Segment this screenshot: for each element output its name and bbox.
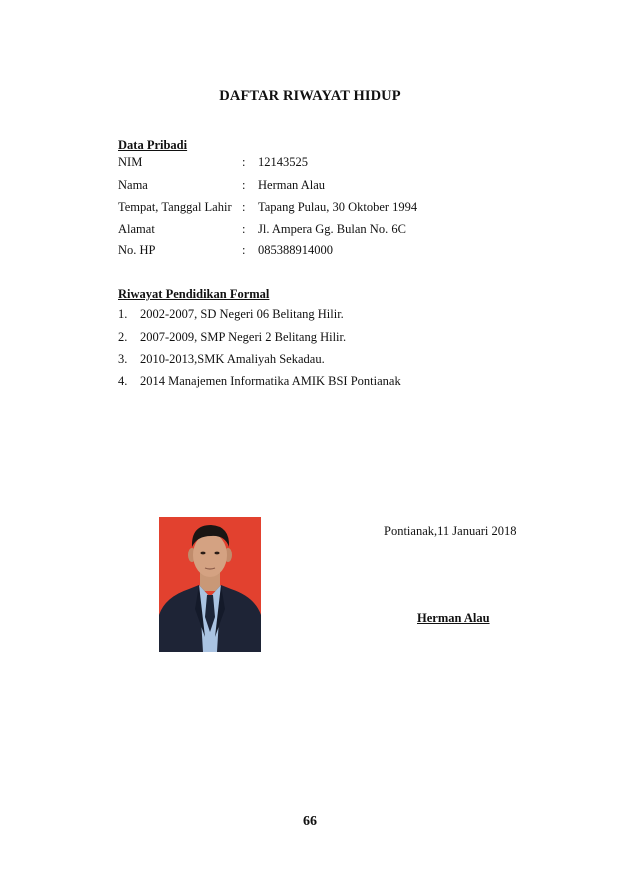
personal-data-heading: Data Pribadi — [118, 138, 188, 152]
signature-place-date: Pontianak,11 Januari 2018 — [384, 524, 517, 538]
field-label: Nama — [118, 178, 148, 192]
field-separator: : — [242, 222, 246, 236]
left-eye — [201, 552, 206, 555]
item-text: 2007-2009, SMP Negeri 2 Belitang Hilir. — [140, 330, 347, 344]
field-separator: : — [242, 243, 246, 257]
page-number: 66 — [303, 814, 317, 829]
field-value: Tapang Pulau, 30 Oktober 1994 — [258, 200, 418, 214]
item-text: 2010-2013,SMK Amaliyah Sekadau. — [140, 352, 325, 366]
item-text: 2014 Manajemen Informatika AMIK BSI Pontianak — [140, 374, 401, 388]
profile-photo — [159, 517, 261, 652]
field-separator: : — [242, 200, 246, 214]
item-number: 1. — [118, 307, 128, 321]
field-separator: : — [242, 155, 246, 169]
field-label: Alamat — [118, 222, 155, 236]
field-separator: : — [242, 178, 246, 192]
page-title: DAFTAR RIWAYAT HIDUP — [219, 88, 401, 104]
field-label: NIM — [118, 155, 143, 169]
education-heading: Riwayat Pendidikan Formal — [118, 287, 270, 301]
item-number: 4. — [118, 374, 128, 388]
field-value: 12143525 — [258, 155, 308, 169]
field-value: 085388914000 — [258, 243, 333, 257]
right-eye — [215, 552, 220, 555]
item-text: 2002-2007, SD Negeri 06 Belitang Hilir. — [140, 307, 344, 321]
item-number: 2. — [118, 330, 128, 344]
face — [193, 533, 227, 577]
portrait-image — [159, 517, 261, 652]
signature-name: Herman Alau — [417, 611, 490, 625]
field-label: Tempat, Tanggal Lahir — [118, 200, 232, 214]
field-label: No. HP — [118, 243, 156, 257]
field-value: Herman Alau — [258, 178, 325, 192]
item-number: 3. — [118, 352, 128, 366]
field-value: Jl. Ampera Gg. Bulan No. 6C — [258, 222, 406, 236]
